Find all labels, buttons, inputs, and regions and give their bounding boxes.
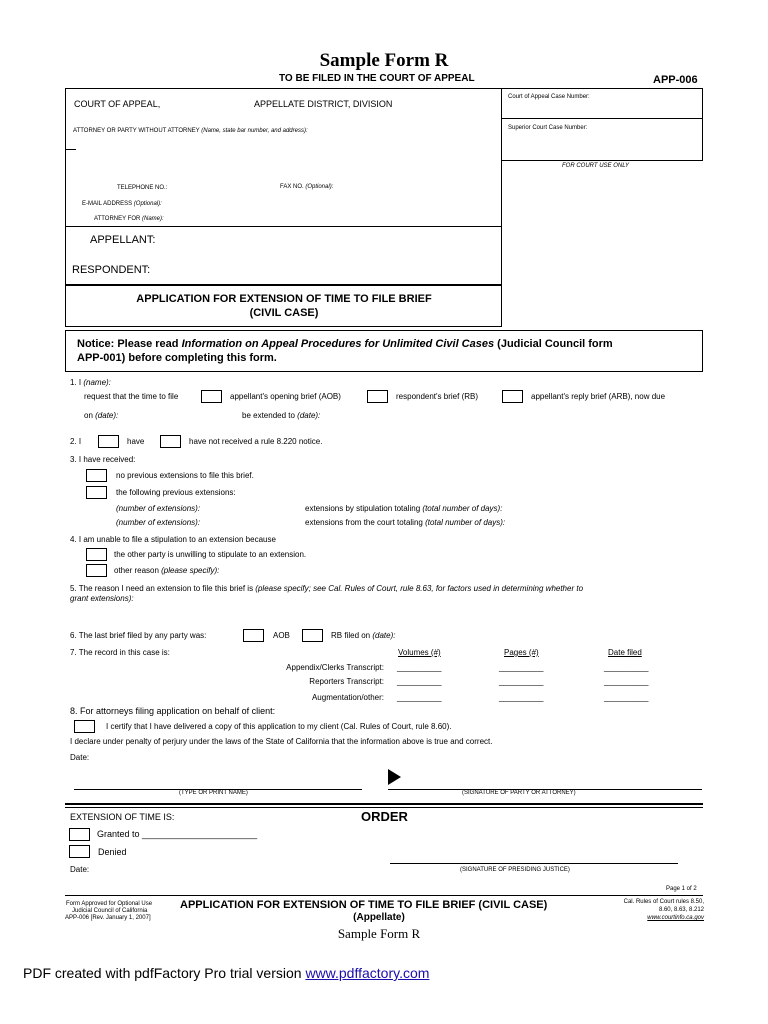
item-2-lead: 2. I bbox=[70, 437, 82, 446]
item-1-arb: appellant's reply brief (ARB), now due bbox=[531, 392, 666, 401]
attorney-label-hint: (Name, state bar number, and address): bbox=[201, 128, 308, 134]
application-title-2: (CIVIL CASE) bbox=[249, 307, 319, 319]
item-1-request: request that the time to file bbox=[84, 392, 179, 401]
col-volumes: Volumes (#) bbox=[398, 648, 441, 657]
item-6-aob: AOB bbox=[273, 631, 290, 640]
form-number: APP-006 bbox=[653, 74, 698, 86]
item-5-lead: 5. The reason I need an extension to file this brief is bbox=[70, 584, 256, 593]
granted-label: Granted to _______________________ bbox=[97, 829, 258, 839]
email-label-text: E-MAIL ADDRESS bbox=[82, 201, 133, 207]
order-title: ORDER bbox=[361, 809, 408, 824]
item-4-b bbox=[114, 566, 219, 575]
rules-line-1: Cal. Rules of Court rules 8.50, bbox=[623, 899, 704, 905]
footer-rule bbox=[65, 895, 703, 896]
item-1-date: (date): bbox=[95, 411, 119, 420]
email-label-hint: (Optional): bbox=[133, 201, 162, 207]
appellant-label: APPELLANT: bbox=[90, 234, 156, 246]
notice-line-1 bbox=[77, 338, 613, 350]
record-blank: __________ bbox=[604, 677, 649, 686]
item-3-stip bbox=[305, 504, 502, 513]
item-3-court-text: extensions from the court totaling bbox=[305, 518, 426, 527]
date-label: Date: bbox=[70, 753, 90, 762]
col-pages: Pages (#) bbox=[504, 648, 539, 657]
fax-label bbox=[280, 184, 333, 190]
record-blank: __________ bbox=[397, 693, 442, 702]
title-box bbox=[65, 285, 502, 327]
signature-arrow-icon bbox=[388, 769, 401, 785]
attorney-tick bbox=[66, 149, 76, 150]
item-3-stip-hint: (total number of days): bbox=[422, 504, 503, 513]
item-1-on bbox=[84, 411, 118, 420]
item-2-have: have bbox=[127, 437, 145, 446]
record-row-label: Appendix/Clerks Transcript: bbox=[286, 663, 384, 672]
email-label bbox=[82, 201, 162, 207]
denied-checkbox[interactable] bbox=[69, 845, 90, 858]
court-case-divider bbox=[502, 118, 702, 119]
item-4-b-hint: (please specify): bbox=[161, 566, 220, 575]
item-1-name: (name): bbox=[83, 378, 111, 387]
item-6-rb bbox=[331, 631, 395, 640]
notice-box bbox=[65, 330, 703, 372]
no-previous-checkbox[interactable] bbox=[86, 469, 107, 482]
item-8-lead: 8. For attorneys filing application on behalf of client: bbox=[70, 706, 276, 716]
court-label: COURT OF APPEAL, bbox=[74, 99, 161, 109]
order-separator-thin bbox=[65, 807, 703, 808]
footer-sample: Sample Form R bbox=[337, 926, 421, 941]
record-blank: __________ bbox=[604, 663, 649, 672]
record-blank: __________ bbox=[604, 693, 649, 702]
form-subtitle: TO BE FILED IN THE COURT OF APPEAL bbox=[279, 73, 475, 84]
item-8-a: I certify that I have delivered a copy of this application to my client (Cal. Rules of Court, rule 8.60). bbox=[106, 722, 452, 731]
rb-checkbox[interactable] bbox=[367, 390, 388, 403]
item-4-a: the other party is unwilling to stipulate to an extension. bbox=[114, 550, 307, 559]
attorney-label bbox=[73, 128, 308, 134]
record-blank: __________ bbox=[397, 663, 442, 672]
item-3-court bbox=[305, 518, 505, 527]
item-5-hint-1: (please specify; see Cal. Rules of Court, rule 8.63, for factors used in determining whether to bbox=[255, 584, 584, 593]
item-3-num2: (number of extensions): bbox=[116, 518, 201, 527]
form-title: Sample Form R bbox=[319, 50, 449, 71]
item-3-stip-text: extensions by stipulation totaling bbox=[305, 504, 423, 513]
approved-line-1: Form Approved for Optional Use bbox=[66, 901, 153, 907]
last-aob-checkbox[interactable] bbox=[243, 629, 264, 642]
item-1-aob: appellant's opening brief (AOB) bbox=[230, 392, 341, 401]
item-1-extended-text: be extended to bbox=[242, 411, 298, 420]
application-title-1: APPLICATION FOR EXTENSION OF TIME TO FILE BRIEF bbox=[136, 293, 432, 305]
footer-title: APPLICATION FOR EXTENSION OF TIME TO FILE BRIEF (CIVIL CASE) bbox=[180, 899, 548, 911]
item-3-num1: (number of extensions): bbox=[116, 504, 201, 513]
record-blank: __________ bbox=[397, 677, 442, 686]
item-4-b-text: other reason bbox=[114, 566, 162, 575]
pdf-banner-text: PDF created with pdfFactory Pro trial version bbox=[23, 965, 306, 981]
item-2-have-not: have not received a rule 8.220 notice. bbox=[189, 437, 323, 446]
attorney-label-text: ATTORNEY OR PARTY WITHOUT ATTORNEY bbox=[73, 128, 200, 134]
record-blank: __________ bbox=[499, 693, 544, 702]
previous-extensions-checkbox[interactable] bbox=[86, 486, 107, 499]
attorney-for-label-text: ATTORNEY FOR bbox=[94, 216, 141, 222]
footer-subtitle: (Appellate) bbox=[353, 912, 405, 923]
item-5-line-1 bbox=[70, 584, 583, 593]
pdfactory-link[interactable]: www.pdffactory.com bbox=[305, 965, 430, 981]
approved-line-2: Judicial Council of California bbox=[72, 908, 148, 914]
item-1-date2: (date): bbox=[297, 411, 321, 420]
denied-label: Denied bbox=[98, 847, 127, 857]
justice-signature-caption: (SIGNATURE OF PRESIDING JUSTICE) bbox=[460, 867, 570, 873]
notice-italic: Information on Appeal Procedures for Unlimited Civil Cases bbox=[181, 338, 495, 350]
arb-checkbox[interactable] bbox=[502, 390, 523, 403]
have-not-checkbox[interactable] bbox=[160, 435, 181, 448]
justice-signature-line bbox=[390, 863, 678, 864]
notice-line-2: APP-001) before completing this form. bbox=[77, 352, 277, 364]
record-row-label: Augmentation/other: bbox=[311, 693, 384, 702]
courtinfo-link[interactable]: www.courtinfo.ca.gov bbox=[647, 915, 704, 921]
print-name-caption: (TYPE OR PRINT NAME) bbox=[179, 790, 248, 796]
court-case-number-label: Court of Appeal Case Number: bbox=[508, 94, 590, 100]
unwilling-checkbox[interactable] bbox=[86, 548, 107, 561]
record-blank: __________ bbox=[499, 663, 544, 672]
aob-checkbox[interactable] bbox=[201, 390, 222, 403]
item-6-lead: 6. The last brief filed by any party was: bbox=[70, 631, 207, 640]
item-7-lead: 7. The record in this case is: bbox=[70, 648, 170, 657]
item-1-lead bbox=[70, 378, 111, 387]
item-3-b: the following previous extensions: bbox=[116, 488, 236, 497]
certify-checkbox[interactable] bbox=[74, 720, 95, 733]
notice-lead: Notice: Please read bbox=[77, 338, 182, 350]
item-1-rb: respondent's brief (RB) bbox=[396, 392, 479, 401]
col-date-filed: Date filed bbox=[608, 648, 642, 657]
signature-caption: (SIGNATURE OF PARTY OR ATTORNEY) bbox=[462, 790, 576, 796]
court-use-label: FOR COURT USE ONLY bbox=[562, 163, 630, 169]
notice-trail: (Judicial Council form bbox=[494, 338, 613, 350]
superior-case-number-label: Superior Court Case Number: bbox=[508, 125, 588, 131]
item-3-lead: 3. I have received: bbox=[70, 455, 136, 464]
telephone-label: TELEPHONE NO.: bbox=[117, 185, 168, 191]
granted-checkbox[interactable] bbox=[69, 828, 90, 841]
page-number: Page 1 of 2 bbox=[666, 886, 697, 892]
other-reason-checkbox[interactable] bbox=[86, 564, 107, 577]
order-separator bbox=[65, 803, 703, 805]
item-1-i: 1. I bbox=[70, 378, 84, 387]
item-6-rb-text: RB filed on bbox=[331, 631, 373, 640]
item-3-court-hint: (total number of days): bbox=[425, 518, 506, 527]
rules-line-2: 8.60, 8.63, 8.212 bbox=[658, 907, 704, 913]
item-4-lead: 4. I am unable to file a stipulation to an extension because bbox=[70, 535, 276, 544]
approved-line-3: APP-006 [Rev. January 1, 2007] bbox=[65, 915, 151, 921]
fax-label-hint: (Optional): bbox=[305, 184, 334, 190]
have-checkbox[interactable] bbox=[98, 435, 119, 448]
fax-label-text: FAX NO. bbox=[280, 184, 304, 190]
item-6-date: (date): bbox=[372, 631, 396, 640]
item-1-on-text: on bbox=[84, 411, 96, 420]
item-1-extended bbox=[242, 411, 320, 420]
attorney-for-label-hint: (Name): bbox=[142, 216, 164, 222]
pdf-banner bbox=[23, 965, 429, 981]
district-label: APPELLATE DISTRICT, DIVISION bbox=[254, 99, 393, 109]
extension-label: EXTENSION OF TIME IS: bbox=[70, 812, 175, 822]
attorney-for-label bbox=[94, 216, 164, 222]
record-blank: __________ bbox=[499, 677, 544, 686]
last-rb-checkbox[interactable] bbox=[302, 629, 323, 642]
item-3-a: no previous extensions to file this brief. bbox=[116, 471, 254, 480]
record-row-label: Reporters Transcript: bbox=[309, 677, 384, 686]
declaration: I declare under penalty of perjury under the laws of the State of California that the information above is true and correct. bbox=[70, 737, 493, 746]
item-5-hint-2: grant extensions): bbox=[70, 594, 134, 603]
order-date-label: Date: bbox=[70, 865, 90, 874]
respondent-label: RESPONDENT: bbox=[72, 264, 151, 276]
